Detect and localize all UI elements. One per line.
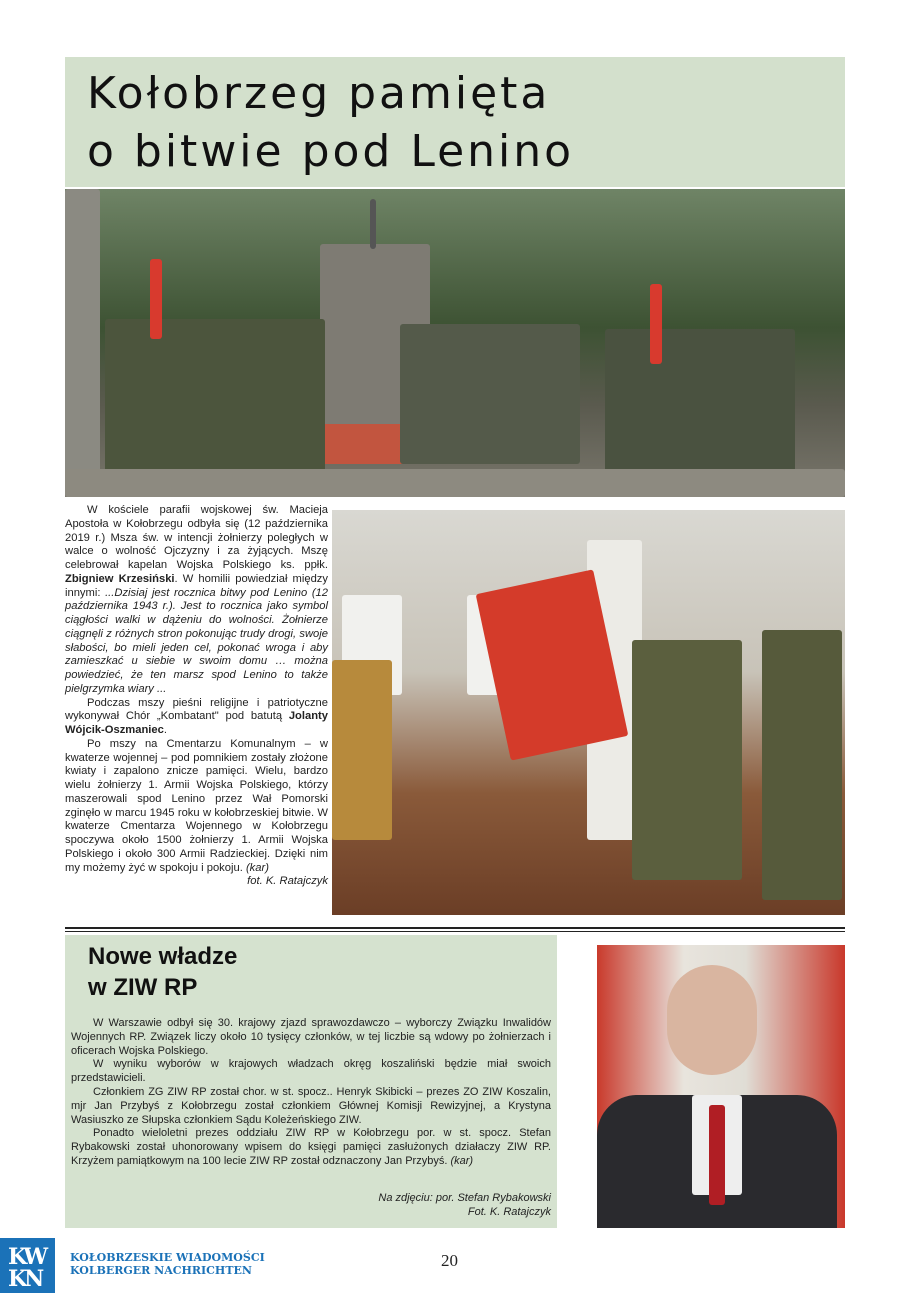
article-body-column	[65, 504, 328, 889]
page-number: 20	[441, 1251, 458, 1270]
paragraph	[65, 504, 328, 697]
publication-logo	[0, 1238, 55, 1293]
photo-portrait-rybakowski	[597, 945, 845, 1228]
photo-church-flag	[332, 510, 845, 915]
quote: ...Dzisiaj jest rocznica bitwy pod Lenino (12 października 1943 r.). Jest to rocznica jako symbol ciągłości walki w dążeniu do wolności. Żołnierze ciągnęli z różnych stron pokonując trudy drogi, swoje słabości, bo mieli jeden cel, pokonać wroga i aby zamieszkać u siebie w swoim domu … można powiedzieć, że ten marsz spod Lenino to także pielgrzymka wiary ...	[65, 586, 328, 695]
paragraph	[65, 697, 328, 738]
article-title-line2: o bitwie pod Lenino	[87, 126, 575, 177]
section-divider	[65, 927, 845, 929]
photo-credit: fot. K. Ratajczyk	[247, 875, 328, 888]
publication-masthead	[70, 1251, 265, 1277]
paragraph: W Warszawie odbył się 30. krajowy zjazd sprawozdawczo – wyborczy Związku Inwalidów Wojennych RP. Związek liczy około 10 tysięcy członków, w tej liczbie są wdowy po żołnierzach i oficerach Wojska Polskiego.	[71, 1017, 551, 1057]
article-title-band	[65, 57, 845, 187]
author-signature: (kar)	[245, 861, 269, 874]
paragraph	[65, 738, 328, 876]
section-divider	[65, 931, 845, 932]
text: . W homilii powiedział między innymi:	[65, 572, 328, 599]
photo-monument-ceremony	[65, 189, 845, 497]
article-title-line1: Kołobrzeg pamięta	[87, 68, 551, 119]
text: Podczas mszy pieśni religijne i patriotyczne wykonywał Chór „Kombatant" pod batutą	[65, 696, 328, 723]
box-heading	[88, 941, 551, 1003]
article-box-ziw	[65, 935, 557, 1228]
text: Po mszy na Cmentarzu Komunalnym – w kwaterze wojennej – pod pomnikiem zostały złożone kwiaty i zapalono znicze pamięci. Wielu, bardzo wielu żołnierzy 1. Armii Wojska Polskiego, którzy maszerowali spod Lenino przez Wał Pomorski zginęło w marcu 1945 roku w kołobrzeskiej bitwie. W kwaterze Cmentarza Wojennego w Kołobrzegu spoczywa około 1500 żołnierzy 1. Armii Wojska Polskiego i około 300 Armii Radzieckiej. Dzięki nim my możemy żyć w spokoju i pokoju.	[65, 737, 328, 874]
paragraph: W wyniku wyborów w krajowych władzach okręg koszaliński będzie miał swoich przedstawicieli.	[71, 1058, 551, 1085]
paragraph: Członkiem ZG ZIW RP został chor. w st. spocz.. Henryk Skibicki – prezes ZO ZIW Koszalin, mjr Jan Przybyś z Kołobrzegu został członkiem Głównej Komisji Rewizyjnej, a Krystyna Wasiuszko ze Słupska członkiem Sądu Koleżeńskiego ZIW.	[71, 1085, 551, 1126]
paragraph	[71, 1127, 551, 1168]
heading-line2: w ZIW RP	[88, 974, 198, 1001]
name-bold: Jolanty Wójcik-Oszmaniec	[65, 710, 328, 736]
photo-caption: Na zdjęciu: por. Stefan Rybakowski	[378, 1191, 551, 1204]
photo-credit: Fot. K. Ratajczyk	[467, 1205, 551, 1218]
name-bold: Zbigniew Krzesiński	[65, 572, 175, 585]
logo-text: KW KN	[8, 1244, 46, 1292]
author-signature: (kar)	[450, 1154, 474, 1167]
text: .	[163, 724, 167, 736]
text: Ponadto wieloletni prezes oddziału ZIW RP w Kołobrzegu por. w st. spocz. Stefan Rybakowski został uhonorowany wpisem do księgi pamięci zasłużonych działaczy ZIW RP. Krzyżem pamiątkowym na 100 lecie ZIW RP został odznaczony Jan Przybyś.	[71, 1127, 551, 1167]
masthead-line1: KOŁOBRZESKIE WIADOMOŚCI	[70, 1251, 265, 1264]
heading-line1: Nowe władze	[88, 943, 238, 970]
masthead-line2: KOLBERGER NACHRICHTEN	[70, 1264, 252, 1277]
text: W kościele parafii wojskowej św. Macieja Apostoła w Kołobrzegu odbyła się (12 października 2019 r.) Msza św. w intencji żołnierzy poległych w walce o wolność Ojczyzny i za żyjących. Mszę celebrował kapelan Wojska Polskiego ks. ppłk.	[65, 504, 328, 571]
